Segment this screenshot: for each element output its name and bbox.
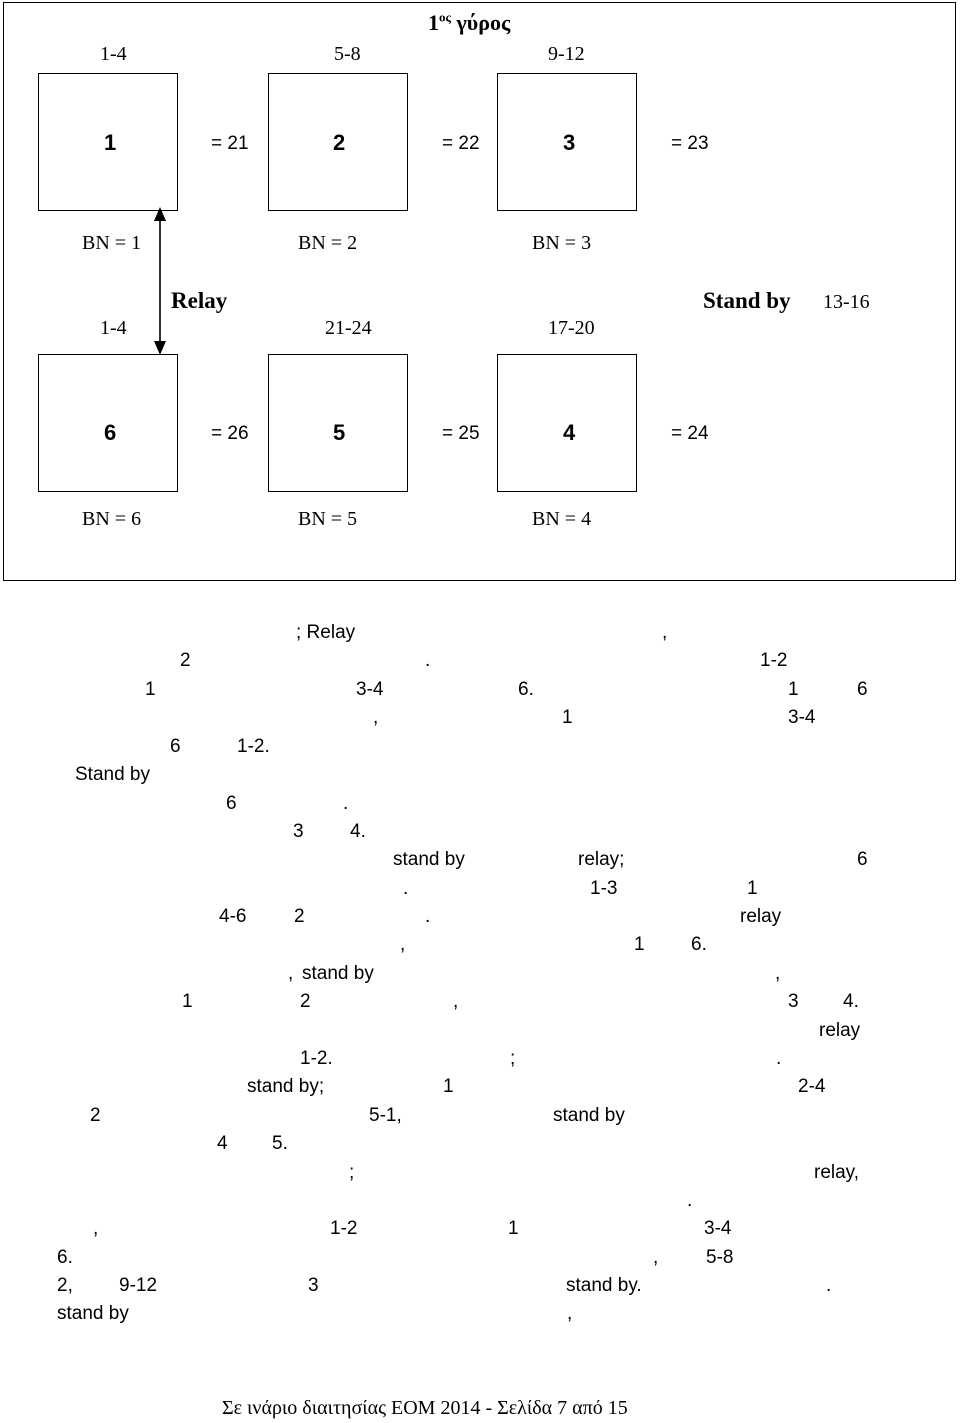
standby-range: 13-16 bbox=[823, 291, 870, 313]
table-number: 6 bbox=[104, 420, 117, 445]
text-fragment: , bbox=[453, 991, 459, 1012]
text-fragment: 1 bbox=[508, 1218, 519, 1239]
text-fragment: 3-4 bbox=[356, 679, 384, 700]
text-fragment: 1-2 bbox=[330, 1218, 358, 1239]
text-fragment: , bbox=[567, 1303, 573, 1324]
text-fragment: 6. bbox=[57, 1247, 73, 1268]
text-fragment: stand by; bbox=[247, 1076, 325, 1097]
text-fragment: . bbox=[687, 1190, 693, 1211]
text-fragment: 1-3 bbox=[590, 878, 618, 899]
board-number-label: BN = 6 bbox=[82, 508, 142, 530]
text-fragment: . bbox=[826, 1275, 832, 1296]
text-fragment: stand by bbox=[57, 1303, 129, 1324]
text-fragment: 3-4 bbox=[704, 1218, 732, 1239]
text-fragment: , bbox=[288, 963, 294, 984]
board-number-label: BN = 4 bbox=[532, 508, 592, 530]
text-fragment: 6. bbox=[518, 679, 534, 700]
text-fragment: . bbox=[343, 793, 349, 814]
text-fragment: 5. bbox=[272, 1133, 288, 1154]
text-fragment: . bbox=[776, 1048, 782, 1069]
text-fragment: stand by. bbox=[566, 1275, 642, 1296]
text-fragment: 3 bbox=[293, 821, 304, 842]
text-fragment: 3 bbox=[308, 1275, 319, 1296]
text-fragment: 1-2. bbox=[237, 736, 270, 757]
text-fragment: 1 bbox=[443, 1076, 454, 1097]
text-fragment: , bbox=[373, 707, 379, 728]
relay-label: Relay bbox=[171, 288, 228, 313]
board-number-label: BN = 3 bbox=[532, 232, 592, 254]
table-number: 5 bbox=[333, 420, 346, 445]
page-footer: Σε ινάριο διαιτησίας ΕΟΜ 2014 - Σελίδα 7 από 15 bbox=[222, 1397, 628, 1419]
text-fragment: 6. bbox=[691, 934, 707, 955]
round-title: $1^{o\varsigma}$ γύρος bbox=[428, 9, 511, 35]
text-fragment: 1 bbox=[562, 707, 573, 728]
text-fragment: ; bbox=[510, 1048, 516, 1069]
text-fragment: 1-2 bbox=[760, 650, 788, 671]
text-fragment: 1 bbox=[634, 934, 645, 955]
text-fragment: , bbox=[653, 1247, 659, 1268]
text-fragment: 6 bbox=[857, 679, 868, 700]
range-label: 21-24 bbox=[325, 317, 372, 339]
text-fragment: 2-4 bbox=[798, 1076, 826, 1097]
text-fragment: ; Relay bbox=[296, 622, 356, 643]
table-equivalent: = 25 bbox=[442, 423, 480, 444]
text-fragment: 1-2. bbox=[300, 1048, 333, 1069]
table-number: 3 bbox=[563, 130, 576, 155]
text-fragment: 2, bbox=[57, 1275, 73, 1296]
table-equivalent: = 24 bbox=[671, 423, 709, 444]
text-fragment: Stand by bbox=[75, 764, 150, 785]
text-fragment: 1 bbox=[747, 878, 758, 899]
text-fragment: 6 bbox=[226, 793, 237, 814]
text-fragment: 4-6 bbox=[219, 906, 247, 927]
text-fragment: . bbox=[425, 906, 431, 927]
text-fragment: , bbox=[775, 963, 781, 984]
text-fragment: 5-1, bbox=[369, 1105, 402, 1126]
text-fragment: relay bbox=[740, 906, 782, 927]
text-fragment: . bbox=[403, 878, 409, 899]
range-label: 1-4 bbox=[100, 43, 127, 65]
text-fragment: ; bbox=[349, 1162, 355, 1183]
text-fragment: 5-8 bbox=[706, 1247, 734, 1268]
text-fragment: 4 bbox=[217, 1133, 228, 1154]
range-label: 17-20 bbox=[548, 317, 595, 339]
text-fragment: 2 bbox=[180, 650, 191, 671]
text-fragment: , bbox=[400, 934, 406, 955]
text-fragment: 3-4 bbox=[788, 707, 816, 728]
text-fragment: stand by bbox=[553, 1105, 625, 1126]
range-label: 1-4 bbox=[100, 317, 127, 339]
text-fragment: 4. bbox=[350, 821, 366, 842]
text-fragment: stand by bbox=[393, 849, 465, 870]
board-number-label: BN = 2 bbox=[298, 232, 358, 254]
board-number-label: BN = 1 bbox=[82, 232, 142, 254]
text-fragment: 1 bbox=[788, 679, 799, 700]
table-number: 1 bbox=[104, 130, 117, 155]
text-fragment: 1 bbox=[182, 991, 193, 1012]
table-number: 4 bbox=[563, 420, 576, 445]
text-fragment: relay; bbox=[578, 849, 625, 870]
text-fragment: 6 bbox=[857, 849, 868, 870]
board-number-label: BN = 5 bbox=[298, 508, 358, 530]
standby-label: Stand by bbox=[703, 288, 791, 313]
text-fragment: 2 bbox=[294, 906, 305, 927]
table-equivalent: = 21 bbox=[211, 133, 249, 154]
text-fragment: 2 bbox=[300, 991, 311, 1012]
text-fragment: 1 bbox=[145, 679, 156, 700]
table-equivalent: = 23 bbox=[671, 133, 709, 154]
text-fragment: relay, bbox=[814, 1162, 860, 1183]
text-fragment: relay bbox=[819, 1020, 861, 1041]
text-fragment: 3 bbox=[788, 991, 799, 1012]
text-fragment: stand by bbox=[302, 963, 374, 984]
text-fragment: 9-12 bbox=[119, 1275, 158, 1296]
text-fragment: 6 bbox=[170, 736, 181, 757]
text-fragment: 4. bbox=[843, 991, 859, 1012]
table-equivalent: = 22 bbox=[442, 133, 480, 154]
text-fragment: . bbox=[425, 650, 431, 671]
text-fragment: , bbox=[662, 622, 668, 643]
text-fragment: 2 bbox=[90, 1105, 101, 1126]
table-equivalent: = 26 bbox=[211, 423, 249, 444]
range-label: 5-8 bbox=[334, 43, 361, 65]
text-fragment: , bbox=[93, 1218, 99, 1239]
range-label: 9-12 bbox=[548, 43, 585, 65]
relay-arrow-icon bbox=[150, 207, 170, 355]
table-number: 2 bbox=[333, 130, 346, 155]
